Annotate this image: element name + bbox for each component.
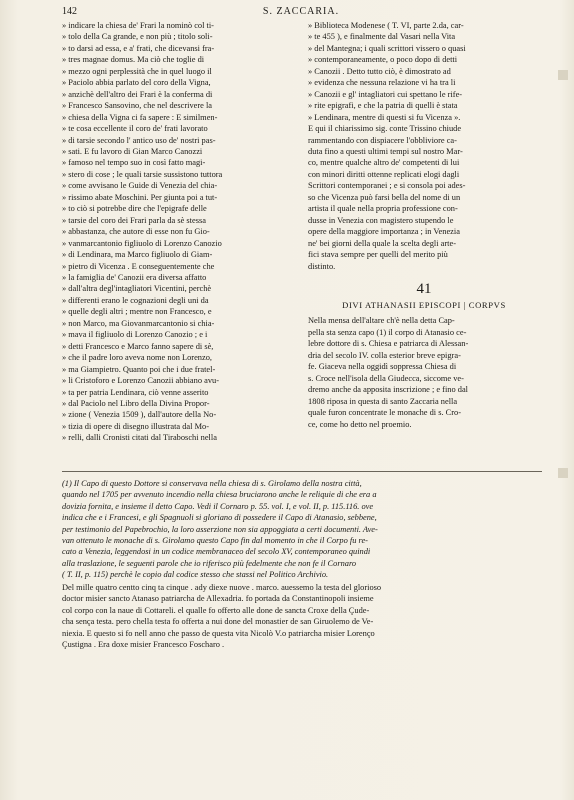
footnote-line: van ottenuto le monache di s. Girolamo questo Capo fin dal momento in che il Corpo fu re-: [62, 536, 368, 546]
text-line: » abbastanza, che autore di esse non fu Gio-: [62, 227, 210, 237]
chronicle-quote: [62, 582, 542, 650]
section-number: 41: [416, 280, 432, 297]
text-line: pella sta senza capo (1) il corpo di Atanasio ce-: [308, 327, 467, 337]
chronicle-line: niexia. E questo si fo nell anno che passo de questa vita Nicolò V.o patriarcha misier Lorenço: [62, 628, 375, 638]
chronicle-line: doctor misier sancto Atanaso patriarcha de Allexadria. fo portada da Constantinopoli insieme: [62, 594, 374, 604]
text-line: » tarsie del coro dei Frari parla da sè stessa: [62, 215, 206, 225]
text-line: rammentando con dispiacere l'obbliviore ca-: [308, 135, 457, 145]
text-line: » differenti erano le cognazioni degli uni da: [62, 295, 209, 305]
text-line: » li Cristoforo e Lorenzo Canozii abbiano avu-: [62, 376, 219, 386]
text-line: s. Croce nell'isola della Giudecca, siccome ve-: [308, 373, 464, 383]
text-line: » famoso nel tempo suo in così fatto magi-: [62, 158, 206, 168]
text-line: » stero di cose ; le quali tarsie sussistono tuttora: [62, 169, 223, 179]
chronicle-line: Del mille quatro centto cinq ta cinque . ady diexe nuove . marco. auessemo la testa del glorioso: [62, 583, 382, 592]
text-line: » evidenza che nessuna relazione vi ha tra li: [308, 78, 456, 88]
left-column: [62, 20, 304, 444]
footnote-line: indica che e i Francesi, e gli Spagnuoli si gloriano di possedere il Capo di Atanasio, sebbene,: [62, 513, 377, 523]
text-line: E qui il chiarissimo sig. conte Trissino chiude: [308, 124, 462, 134]
text-line: con minori diritti ottenne replicati elogi dagli: [308, 169, 460, 179]
page-edge-mark: [558, 70, 568, 80]
text-line: » chiesa della Vigna ci fa sapere : E similmen-: [62, 112, 218, 122]
text-line: » te cosa eccellente il coro de' frati lavorato: [62, 124, 208, 134]
footnote-line: per testimonio del Papebrochio, la loro asserzione non sia appoggiata a certi documenti. Ave-: [62, 524, 378, 534]
page-edge-mark: [558, 468, 568, 478]
text-line: » tres magnae domus. Ma ciò che toglie di: [62, 55, 205, 65]
text-line: » to ciò si potrebbe dire che l'epigrafe delle: [62, 204, 207, 214]
text-line: » quelle degli altri ; mentre non Francesco, e: [62, 307, 212, 317]
text-line: » Canozii e gl' intagliatori cui spettano le rife-: [308, 89, 463, 99]
text-line: » come avvisano le Guide di Venezia del chia-: [62, 181, 218, 191]
footnote-line: dovizia fornita, e insieme il detto Capo. Vedi il Cornaro p. 55. vol. I, e vol. II, p. 115.116. ove: [62, 501, 374, 511]
text-line: » indicare la chiesa de' Frari la nominò col ti-: [62, 21, 214, 30]
footnote-line: quando nel 1705 per avvenuto incendio nella chiesa bruciarono anche le reliquie di che era a: [62, 490, 377, 500]
section-text: [308, 315, 540, 430]
text-line: quale furon concentrate le monache di s. Cro-: [308, 408, 462, 418]
chronicle-line: cha sença testa. pero chella testa fo offerta a nui done del monastier de san Giruolemo de Ve-: [62, 617, 374, 627]
text-line: so che Vicenza può farsi bella del nome di un: [308, 192, 461, 202]
text-line: » non Marco, ma Giovanmarcantonio si chia-: [62, 318, 215, 328]
page-number: 142: [62, 6, 77, 17]
section-title: DIVI ATHANASII EPISCOPI | CORPVS: [342, 299, 506, 310]
text-line: » la famiglia de' Canozii era diversa affatto: [62, 272, 207, 282]
text-line: » dal Paciolo nel Libro della Divina Propor-: [62, 398, 210, 408]
text-line: » dall'altra degl'intagliatori Vicentini, perchè: [62, 284, 212, 294]
footnote-line: alla traslazione, le seguenti parole che io riferisco più fedelmente che non fe il Cornaro: [62, 558, 357, 568]
text-line: dremo anche da apposita inscrizione ; e fino dal: [308, 385, 468, 395]
text-line: » vanmarcantonio figliuolo di Lorenzo Canozio: [62, 238, 222, 248]
chronicle-line: Çustigna . Era doxe misier Francesco Foscharo .: [62, 640, 225, 650]
text-line: » sati. E fu lavoro di Gian Marco Canozzi: [62, 146, 203, 156]
text-line: » Canozii . Detto tutto ciò, è dimostrato ad: [308, 66, 451, 76]
text-line: » to darsi ad essa, e a' frati, che dicevansi fra-: [62, 43, 215, 53]
text-line: » rite epigrafi, e che la patria di quelli è stata: [308, 101, 458, 111]
footnote-line: ( T. II, p. 115) perchè le copio dal codice stesso che stassi nel Politico Archivio.: [62, 570, 329, 580]
text-line: » rissimo abate Moschini. Per giunta poi a tut-: [62, 192, 218, 202]
text-line: » detti Francesco e Marco fanno sapere di sè,: [62, 341, 214, 351]
chronicle-line: col corpo con la naue di Cottareli. el qualle fo offerto alle done de sancta Croxe della Çude-: [62, 605, 370, 615]
text-line: opere della maggiore importanza ; in Venezia: [308, 227, 460, 237]
text-line: » zione ( Venezia 1509 ), dall'autore della No-: [62, 410, 217, 420]
text-line: » ma Giampietro. Quanto poi che i due fratel-: [62, 364, 216, 374]
text-line: ne' bei giorni della quale la scelta degli arte-: [308, 238, 457, 248]
text-line: » mava il figliuolo di Lorenzo Canozio ; e i: [62, 330, 208, 340]
text-line: » che il padre loro aveva nome non Lorenzo,: [62, 353, 212, 363]
text-line: dusse in Venezia con magistero stupendo le: [308, 215, 454, 225]
footnote-line: (1) Il Capo di questo Dottore si conservava nella chiesa di s. Girolamo della nostra città,: [62, 479, 362, 488]
text-line: » te 455 ), e finalmente dal Vasari nella Vita: [308, 32, 456, 42]
text-line: » contemporaneamente, o poco dopo di detti: [308, 55, 458, 65]
text-line: » di Lendinara, ma Marco figliuolo di Giam-: [62, 250, 213, 260]
text-line: Scrittori contemporanei ; e si consola poi ades-: [308, 181, 466, 191]
footnote-line: cato a Venezia, leggendosi in un codice membranaceo del secolo XV, contemporaneo quindi: [62, 547, 371, 557]
text-line: » Lendinara, mentre di questi si fu Vicenza ».: [308, 112, 461, 122]
running-title: S. ZACCARIA.: [262, 6, 340, 17]
text-line: fe. Giaceva nella oggidì soppressa Chiesa di: [308, 362, 457, 372]
text-line: fici stava sempre per quelli del merito più: [308, 250, 448, 260]
text-line: distinto.: [308, 261, 336, 271]
text-line: » mezzo ogni perplessità che in quel luogo il: [62, 66, 212, 76]
text-line: dria del secolo IV. colla esterior breve epigra-: [308, 350, 461, 360]
right-column: [308, 20, 540, 430]
page-header: [62, 6, 540, 20]
text-line: » relli, dalli Cronisti citati dal Tiraboschi nella: [62, 433, 217, 443]
text-line: » anzichè dell'altro dei Frari è la conferma di: [62, 89, 213, 99]
text-line: » Paciolo abbia parlato del coro della Vigna,: [62, 78, 211, 88]
text-line: » ta per patria Lendinara, ciò venne asserito: [62, 387, 209, 397]
footnote-rule: [62, 471, 542, 472]
text-line: » tolo della Ca grande, e non più ; titolo soli-: [62, 32, 213, 42]
text-line: Nella mensa dell'altare ch'è nella detta Cap-: [308, 316, 455, 326]
text-line: lebre dottore di s. Chiesa e patriarca di Alessan-: [308, 339, 469, 349]
text-line: duta fino a questi ultimi tempi sul nostro Mar-: [308, 146, 463, 156]
text-line: » di tarsie secondo l' antico uso de' nostri pas-: [62, 135, 216, 145]
text-line: » pietro di Vicenza . E conseguentemente che: [62, 261, 215, 271]
text-line: » Biblioteca Modenese ( T. VI, parte 2.da, car-: [308, 21, 464, 30]
text-line: 1808 riposa in questa di santo Zaccaria nella: [308, 396, 458, 406]
text-line: » del Mantegna; i quali scrittori vissero o quasi: [308, 43, 466, 53]
footnote: [62, 478, 542, 581]
text-line: » tizia di opere di disegno illustrata dal Mo-: [62, 421, 209, 431]
text-line: co, mentre qualche altro de' competenti di lui: [308, 158, 460, 168]
right-column-text: [308, 20, 540, 272]
text-line: ce, come ho detto nel proemio.: [308, 419, 412, 429]
text-line: » Francesco Sansovino, che nel descrivere la: [62, 101, 212, 111]
text-line: artista il quale nella propria professione con-: [308, 204, 458, 214]
